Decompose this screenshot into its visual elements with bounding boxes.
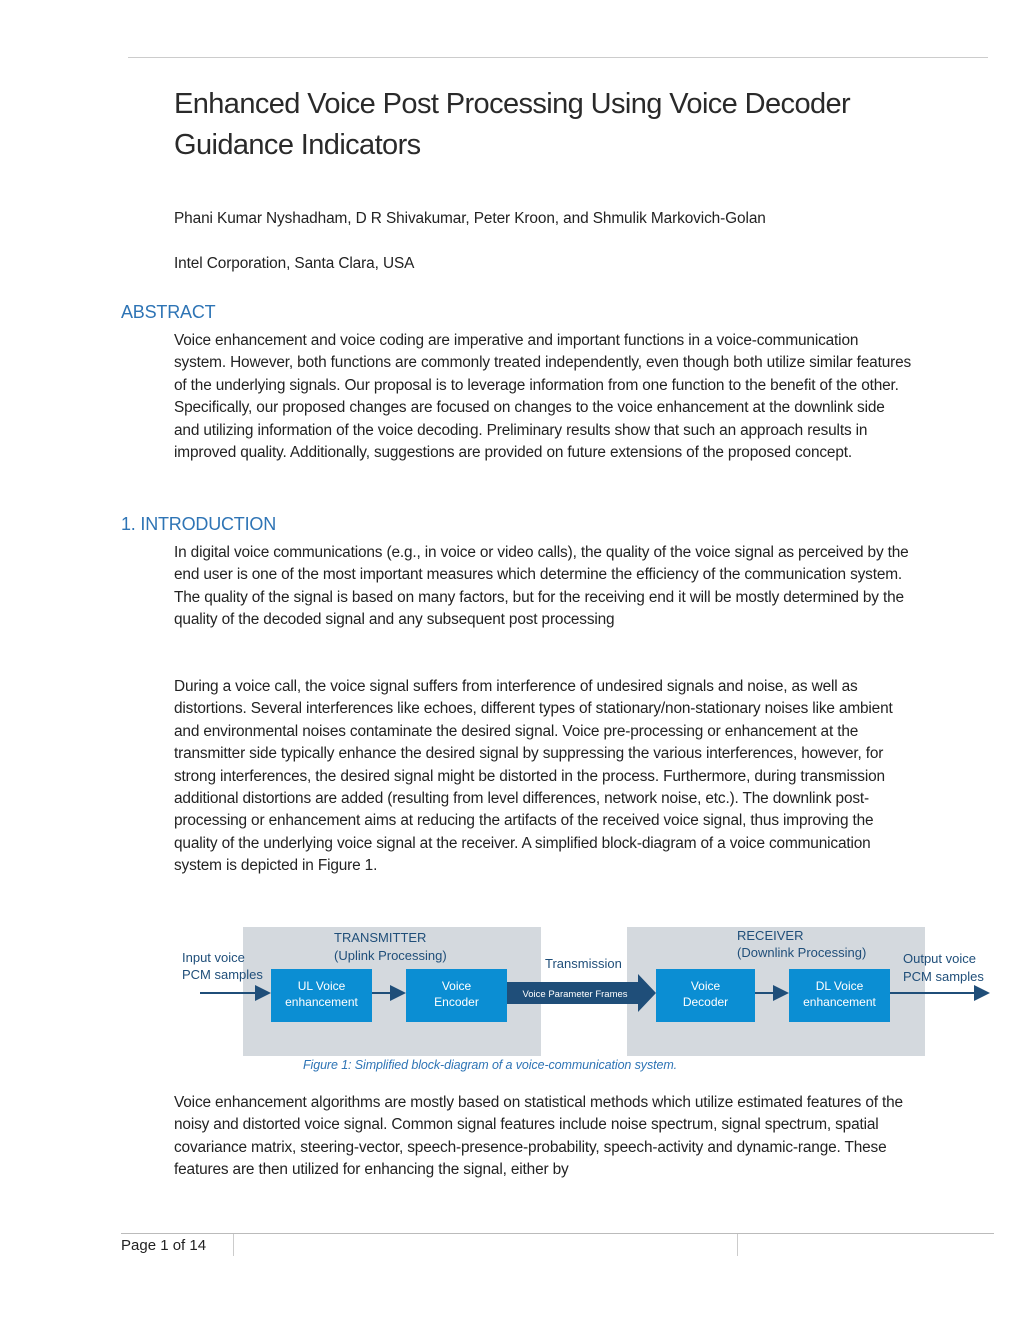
affiliation: Intel Corporation, Santa Clara, USA — [174, 255, 415, 272]
transmitter-subtitle: (Uplink Processing) — [334, 948, 447, 963]
abstract-heading: ABSTRACT — [121, 302, 216, 322]
decoder-label-1: Voice — [690, 979, 721, 993]
input-label-2: PCM samples — [182, 967, 263, 982]
authors: Phani Kumar Nyshadham, D R Shivakumar, Peter Kroon, and Shmulik Markovich-Golan — [174, 210, 766, 227]
paper-title: Enhanced Voice Post Processing Using Voice Decoder Guidance Indicators — [174, 88, 851, 161]
decoder-label-2: Decoder — [682, 995, 729, 1009]
footer-separator — [737, 1234, 738, 1256]
introduction-heading: 1. INTRODUCTION — [121, 514, 277, 534]
frames-label: Voice Parameter Frames — [522, 989, 628, 1000]
intro-paragraph-1: In digital voice communications (e.g., in voice or video calls), the quality of the voice signal as perceived by the end user is one of the most important measures which determine the efficiency of the communication system. The quality of the signal is based on many factors, but for the receiving end it will be mostly determined by the quality of the decoded signal and any subsequent post processing — [174, 544, 909, 629]
output-label-1: Output voice — [903, 951, 976, 966]
receiver-title: RECEIVER — [737, 928, 804, 943]
figure-caption: Figure 1: Simplified block-diagram of a voice-communication system. — [303, 1058, 678, 1072]
transmission-label: Transmission — [545, 956, 622, 971]
output-label-2: PCM samples — [903, 969, 984, 984]
receiver-subtitle: (Downlink Processing) — [737, 945, 867, 960]
footer-rule — [121, 1233, 994, 1234]
page-number: Page 1 of 14 — [121, 1237, 207, 1254]
block-diagram-svg — [180, 924, 992, 1060]
abstract-text: Voice enhancement and voice coding are imperative and important functions in a voice-communication system. However, both functions are commonly treated independently, even though both utilize similar features of the underlying signals. Our proposal is to leverage information from one function to the benefit of the other. Specifically, our proposed changes are focused on changes to the voice enhancement at the downlink side and utilizing information of the voice decoding. Preliminary results show that such an approach results in improved quality. Additionally, suggestions are provided on future extensions of the proposed concept. — [174, 332, 912, 462]
intro-paragraph-2: During a voice call, the voice signal suffers from interference of undesired signals and noise, as well as distortions. Several interferences like echoes, different types of stationary/non-stationary noises like ambient and environmental noises contaminate the desired signal. Voice pre-processing or enhancement at the transmitter side typically enhance the desired signal by suppressing the various interferences, however, for strong interferences, the desired signal might be distorted in the process. Furthermore, during transmission additional distortions are added (resulting from level differences, network noise, etc.). The downlink post-processing or enhancement aims at reducing the artifacts of the received voice signal, thus improving the quality of the underlying voice signal at the receiver. A simplified block-diagram of a voice communication system is depicted in Figure 1. — [174, 678, 893, 875]
encoder-label-2: Encoder — [434, 995, 479, 1009]
intro-paragraph-3: Voice enhancement algorithms are mostly based on statistical methods which utilize estimated features of the noisy and distorted voice signal. Common signal features include noise spectrum, signal spectrum, spatial covariance matrix, steering-vector, speech-presence-probability, speech-activity and dynamic-range. These features are then utilized for enhancing the signal, either by — [174, 1094, 903, 1179]
input-label-1: Input voice — [182, 950, 245, 965]
encoder-label-1: Voice — [441, 979, 472, 993]
header-rule — [128, 57, 988, 58]
ul-block-label-1: UL Voice — [297, 979, 346, 993]
dl-block-label-2: enhancement — [803, 995, 876, 1009]
transmitter-title: TRANSMITTER — [334, 930, 427, 945]
footer-separator — [233, 1234, 234, 1256]
figure-1-block-diagram — [180, 924, 992, 1060]
ul-block-label-2: enhancement — [285, 995, 358, 1009]
dl-block-label-1: DL Voice — [815, 979, 864, 993]
